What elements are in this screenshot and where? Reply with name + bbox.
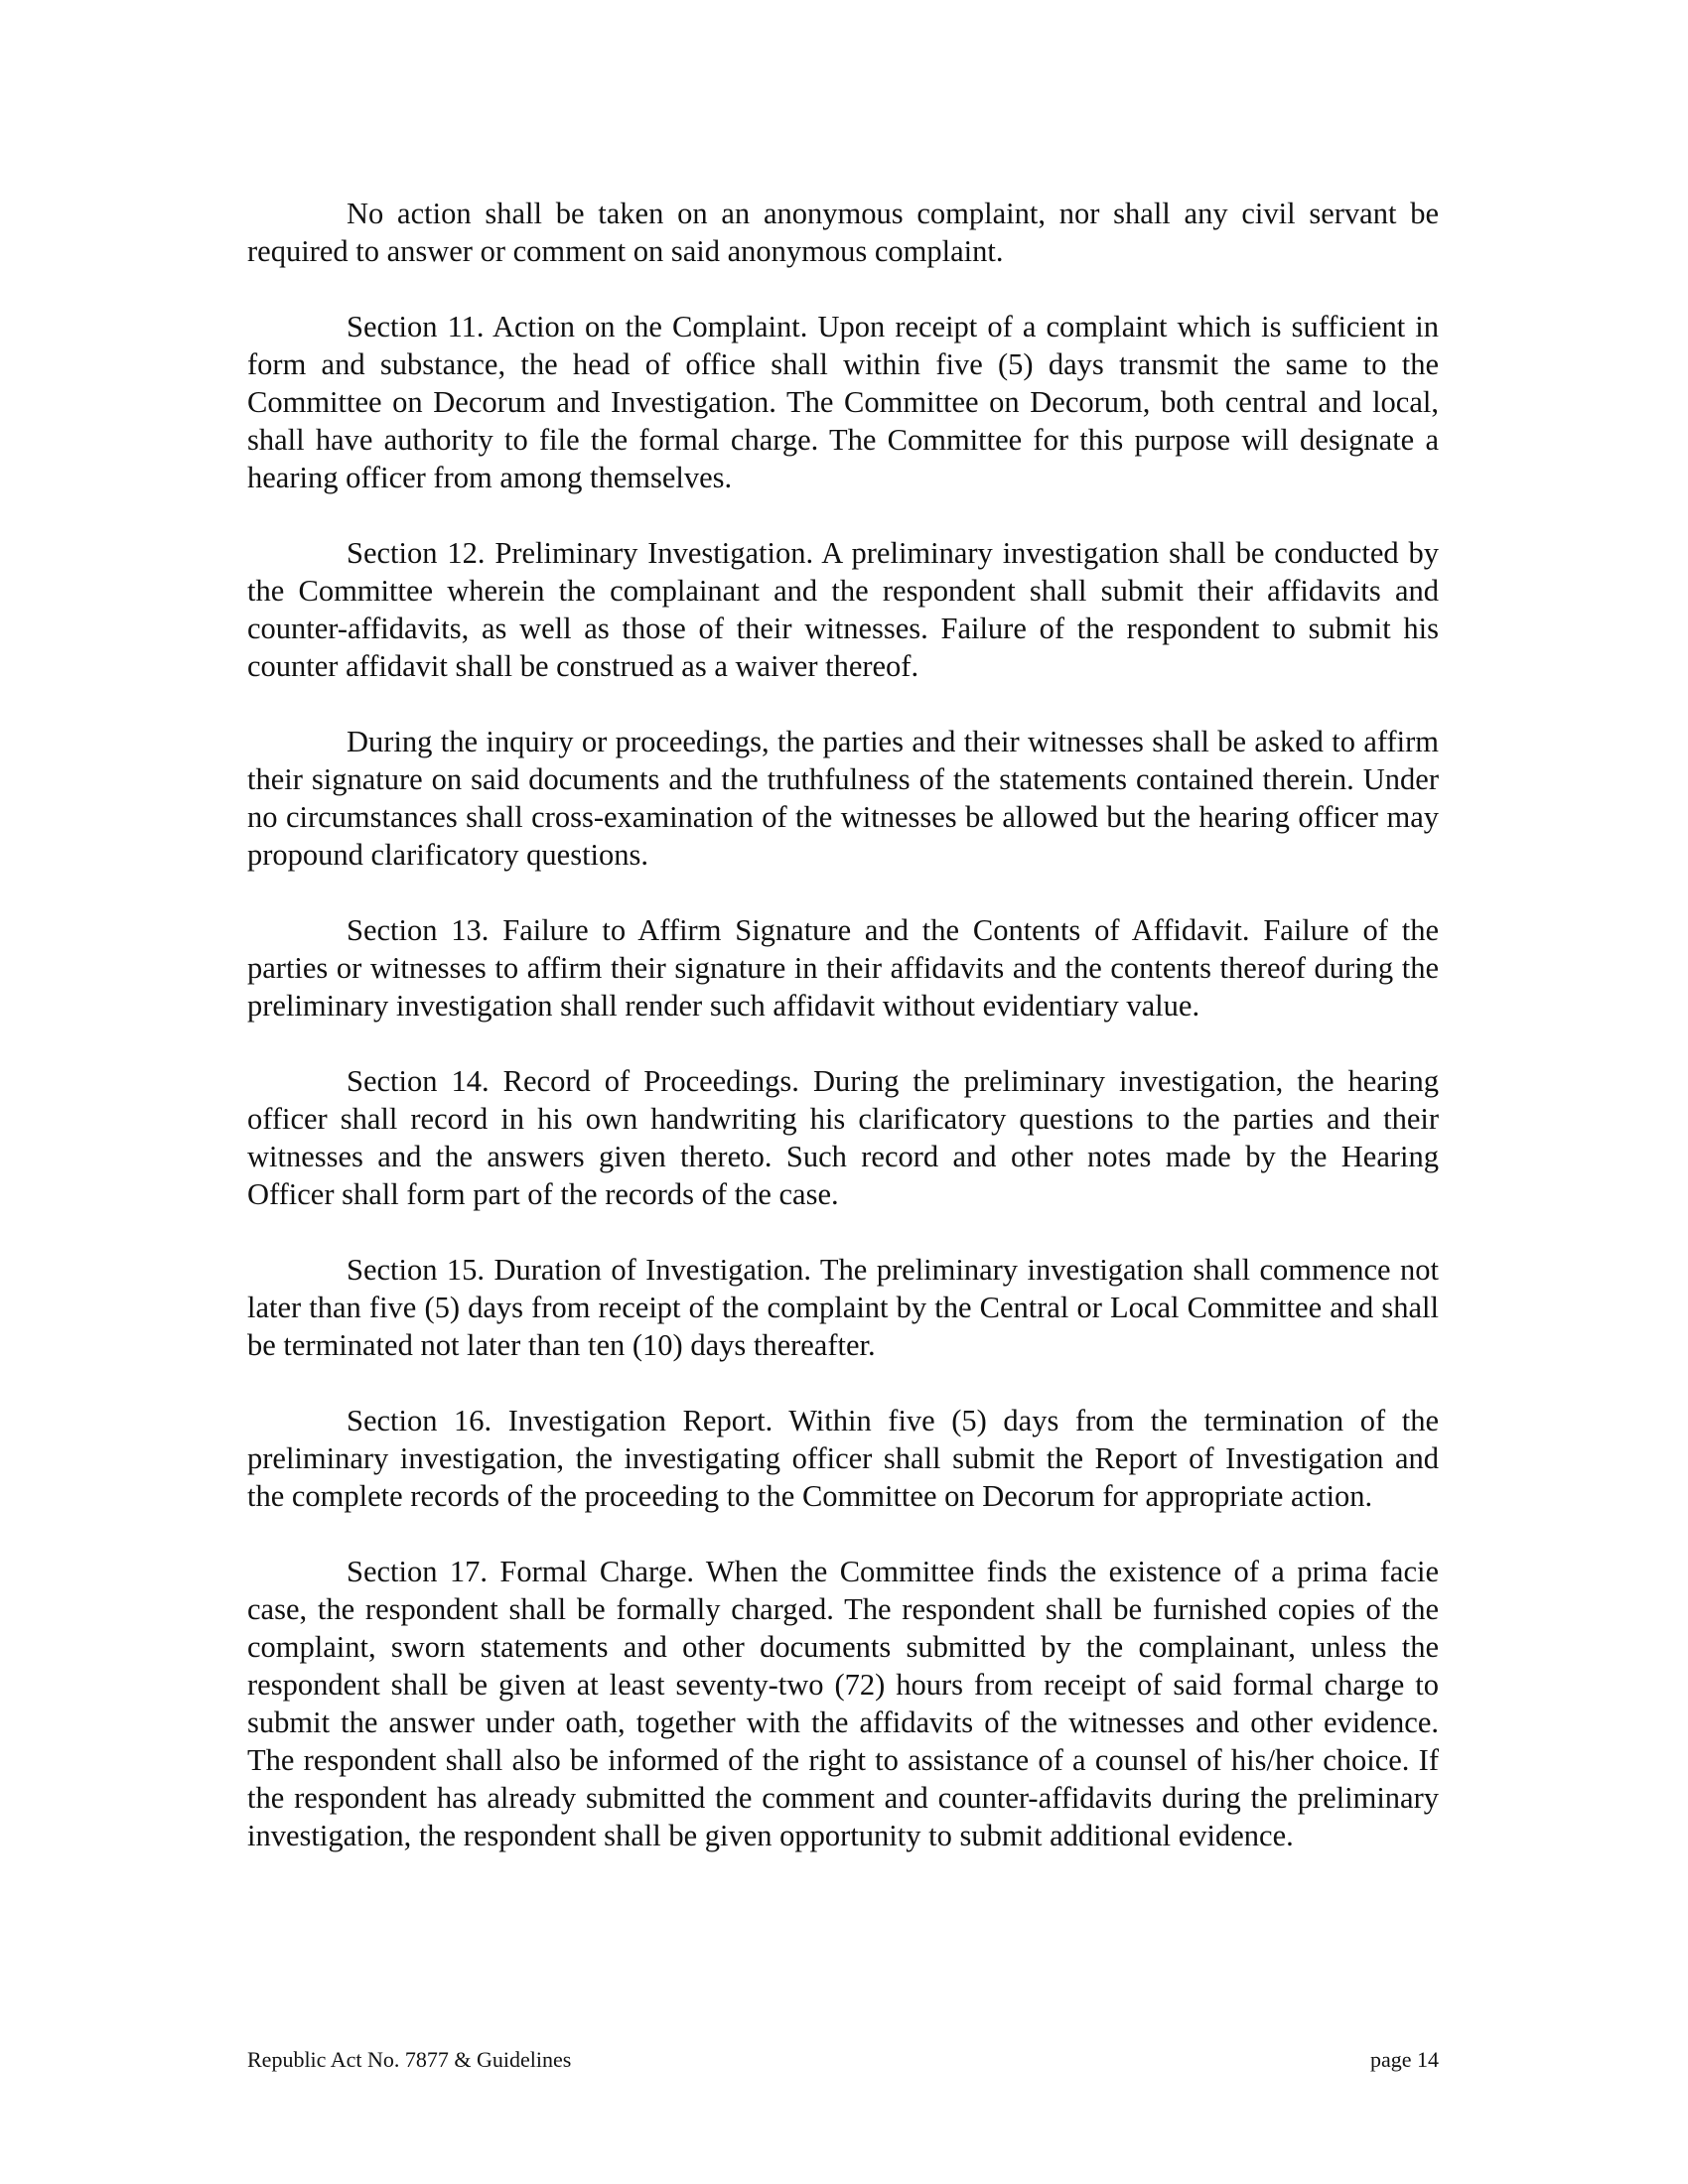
paragraph-section-15: Section 15. Duration of Investigation. The preliminary investigation shall commence not later than five (5) days from receipt of the complaint by the Central or Local Committee and shall be terminated not later than ten (10) days thereafter. <box>247 1253 1439 1362</box>
page-footer <box>247 2047 1439 2073</box>
paragraph-section-12: Section 12. Preliminary Investigation. A preliminary investigation shall be conducted by the Committee wherein the complainant and the respondent shall submit their affidavits and counter-affidavits, as well as those of their witnesses. Failure of the respondent to submit his counter affidavit shall be construed as a waiver thereof. <box>247 536 1439 683</box>
footer-document-title: Republic Act No. 7877 & Guidelines <box>247 2047 572 2072</box>
document-body <box>247 195 1439 1892</box>
paragraph-section-17: Section 17. Formal Charge. When the Committee finds the existence of a prima facie case, the respondent shall be formally charged. The respondent shall be furnished copies of the complaint, sworn statements and other documents submitted by the complainant, unless the respondent shall be given at least seventy-two (72) hours from receipt of said formal charge to submit the answer under oath, together with the affidavits of the witnesses and other evidence. The respondent shall also be informed of the right to assistance of a counsel of his/her choice. If the respondent has already submitted the comment and counter-affidavits during the preliminary investigation, the respondent shall be given opportunity to submit additional evidence. <box>247 1555 1439 1852</box>
paragraph-section-13: Section 13. Failure to Affirm Signature and the Contents of Affidavit. Failure of the parties or witnesses to affirm their signature in their affidavits and the contents thereof during the preliminary investigation shall render such affidavit without evidentiary value. <box>247 913 1439 1023</box>
paragraph-section-11: Section 11. Action on the Complaint. Upon receipt of a complaint which is sufficient in form and substance, the head of office shall within five (5) days transmit the same to the Committee on Decorum and Investigation. The Committee on Decorum, both central and local, shall have authority to file the formal charge. The Committee for this purpose will designate a hearing officer from among themselves. <box>247 310 1439 494</box>
paragraph-section-14: Section 14. Record of Proceedings. During the preliminary investigation, the hearing officer shall record in his own handwriting his clarificatory questions to the parties and their witnesses and the answers given thereto. Such record and other notes made by the Hearing Officer shall form part of the records of the case. <box>247 1064 1439 1211</box>
paragraph-anonymous-complaint: No action shall be taken on an anonymous complaint, nor shall any civil servant be required to answer or comment on said anonymous complaint. <box>247 197 1439 268</box>
paragraph-inquiry-proceedings: During the inquiry or proceedings, the parties and their witnesses shall be asked to affirm their signature on said documents and the truthfulness of the statements contained therein. Under no circumstances shall cross-examination of the witnesses be allowed but the hearing officer may propound clarificatory questions. <box>247 725 1439 872</box>
footer-page-number: page 14 <box>1369 2047 1439 2072</box>
paragraph-section-16: Section 16. Investigation Report. Within five (5) days from the termination of the preliminary investigation, the investigating officer shall submit the Report of Investigation and the complete records of the proceeding to the Committee on Decorum for appropriate action. <box>247 1404 1439 1513</box>
